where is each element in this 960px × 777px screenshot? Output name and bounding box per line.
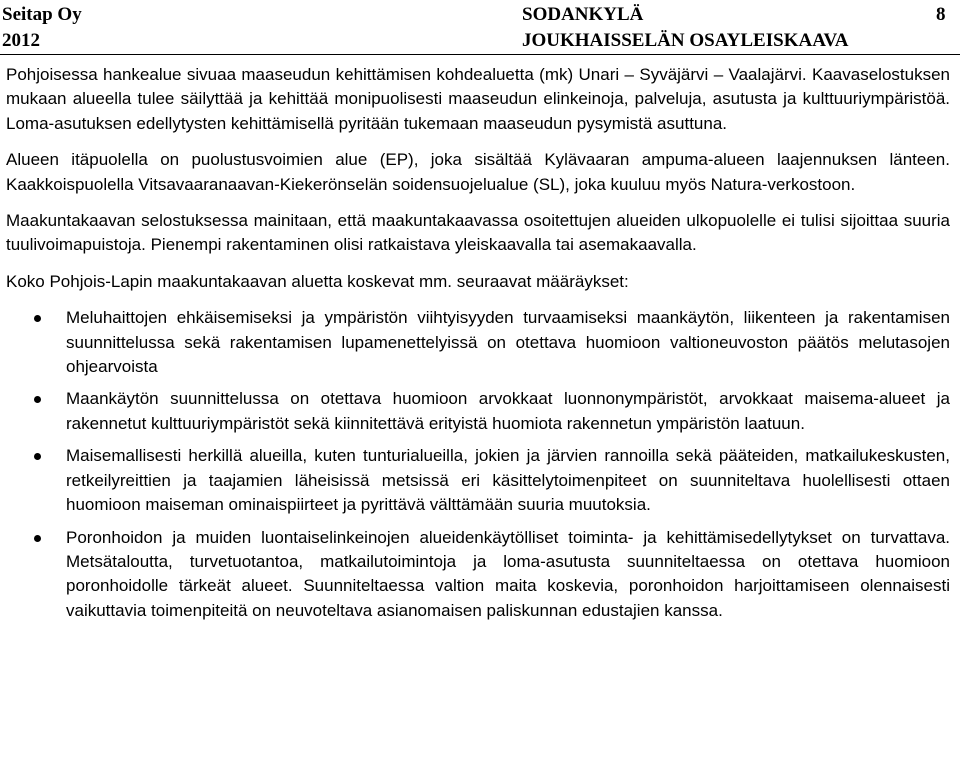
regulations-list [6,306,950,623]
company-name: Seitap Oy [2,4,82,25]
document-body [6,63,950,631]
bullet-icon [34,535,41,542]
list-item-text: Meluhaittojen ehkäisemiseksi ja ympäristön viihtyisyyden turvaamiseksi maankäytön, liikenteen ja rakentamisen suunnittelussa sekä rakentamisen lupamenettelyissä on otettava huomioon valtioneuvoston päätös melutasojen ohjearvoista [66,308,950,377]
page-number: 8 [936,4,946,25]
header-divider [0,54,960,55]
paragraph-development-area: Pohjoisessa hankealue sivuaa maaseudun kehittämisen kohdealuetta (mk) Unari – Syväjärvi – Vaalajärvi. Kaavaselostuksen mukaan alueella tulee säilyttää ja kehittää monipuolisesti maaseudun elinkeinoja, palveluja, asutusta ja kulttuuriympäristöä. Loma-asutuksen edellytysten kehittämisellä pyritään tukemaan maaseudun pysymistä asuttuna. [6,65,950,133]
list-item-text: Maankäytön suunnittelussa on otettava huomioon arvokkaat luonnonympäristöt, arvokkaat maisema-alueet ja rakennetut kulttuuriympäristöt sekä kiinnitettävä erityistä huomiota rakennetun ympäristön laatuun. [66,389,950,433]
paragraph-wind-power: Maakuntakaavan selostuksessa mainitaan, että maakuntakaavassa osoitettujen alueiden ulkopuolelle ei tulisi sijoittaa suuria tuulivoimapuistoja. Pienempi rakentaminen olisi ratkaistava yleiskaavalla tai asemakaavalla. [6,211,950,255]
paragraph-defence-area: Alueen itäpuolella on puolustusvoimien alue (EP), joka sisältää Kylävaaran ampuma-alueen laajennuksen länteen. Kaakkoispuolella Vitsavaaranaavan-Kiekerönselän soidensuojelualue (SL), joka kuuluu myös Natura-verkostoon. [6,150,950,194]
list-item [6,387,950,436]
bullet-icon [34,396,41,403]
header-left [2,2,82,54]
plan-title: JOUKHAISSELÄN OSAYLEISKAAVA [522,30,849,51]
list-item-text: Maisemallisesti herkillä alueilla, kuten tunturialueilla, jokien ja järvien rannoilla sekä pääteiden, matkailukeskusten, retkeilyreittien ja taajamien läheisissä metsissä eri käsittelytoimenpiteet on suunniteltava huolellisesti ottaen huomioon maiseman ominaispiirteet ja pyrittävä välttämään suuria muutoksia. [66,446,950,515]
list-item [6,526,950,624]
municipality-name: SODANKYLÄ [522,4,644,25]
list-item-text: Poronhoidon ja muiden luontaiselinkeinojen alueidenkäytölliset toiminta- ja kehittämisedellytykset on turvattava. Metsätaloutta, turvetuotantoa, matkailutoimintoja ja loma-asutusta suunniteltaessa on otettava huomioon poronhoidolle tärkeät alueet. Suunniteltaessa valtion maita koskevia, poronhoidon harjoittamiseen olennaisesti vaikuttavia toimenpiteitä on neuvoteltava asianomaisen paliskunnan edustajien kanssa. [66,527,950,620]
document-year: 2012 [2,30,40,51]
list-item [6,306,950,379]
header-center [522,2,848,54]
bullet-icon [34,315,41,322]
paragraph-regulations-intro: Koko Pohjois-Lapin maakuntakaavan aluetta koskevat mm. seuraavat määräykset: [6,271,629,291]
page-header [0,0,960,56]
bullet-icon [34,453,41,460]
list-item [6,444,950,517]
